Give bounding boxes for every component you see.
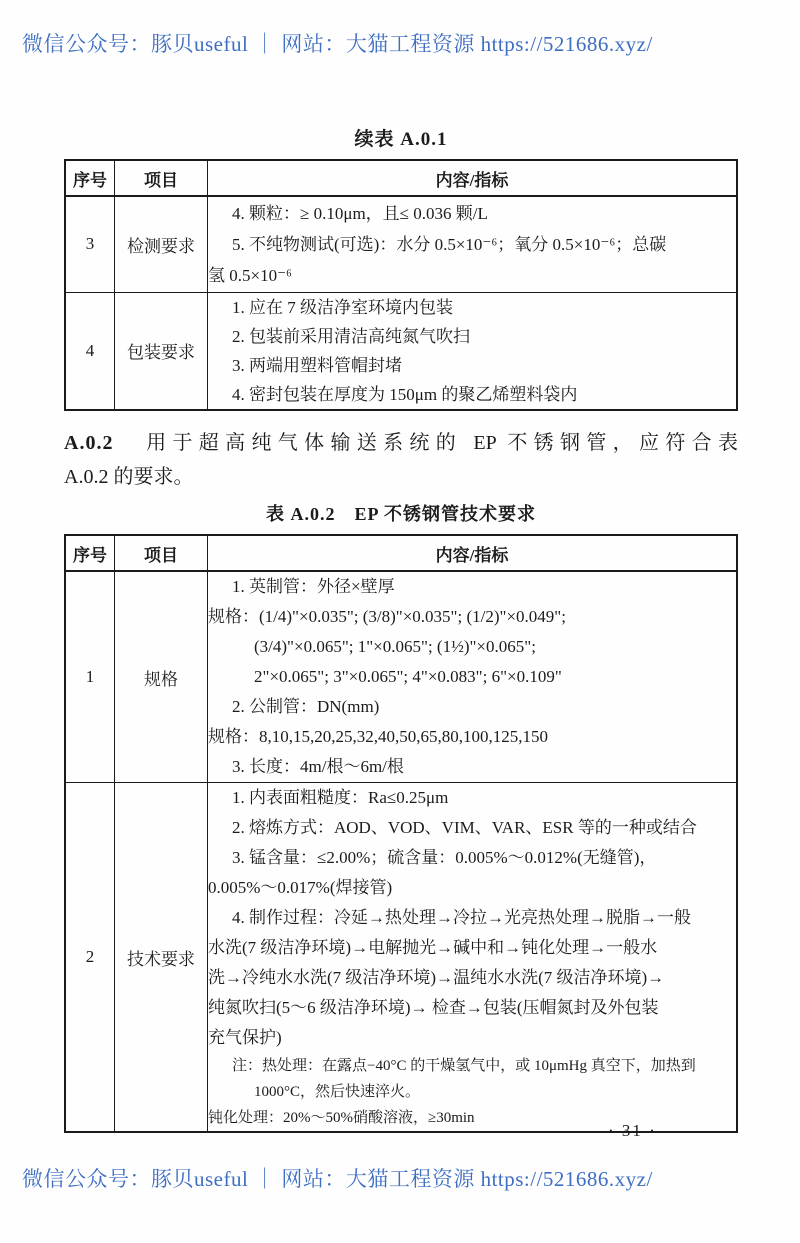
content-line: 1. 内表面粗糙度：Ra≤0.25μm [232,788,449,808]
page-number: · 31 · [608,1121,657,1140]
header-item: 项目 [115,535,208,571]
continued-table-title: 续表 A.0.1 [354,129,448,150]
content-line: 2. 公制管：DN(mm) [232,697,380,717]
table-a02-title: 表 A.0.2 EP 不锈钢管技术要求 [265,504,536,525]
table-row [65,783,737,1133]
item-cell: 包装要求 [115,292,208,410]
item-cell: 技术要求 [115,783,208,1133]
row-number-cell: 1 [65,571,115,783]
note-line: 1000°C，然后快速淬火。 [254,1084,421,1101]
content-line: 规格：(1/4)"×0.035"; (3/8)"×0.035"; (1/2)"×0.049"; [208,607,566,627]
table-header-row [65,535,737,571]
table-header-row [65,160,737,196]
page-content [64,124,738,1133]
content-line: 5. 不纯物测试(可选)：水分 0.5×10⁻⁶；氧分 0.5×10⁻⁶；总碳 [232,234,667,254]
content-line: (3/4)"×0.065"; 1"×0.065"; (1½)"×0.065"; [254,637,536,657]
content-line: 4. 密封包装在厚度为 150μm 的聚乙烯塑料袋内 [232,385,578,405]
table-a02 [64,534,738,1133]
watermark-top: 微信公众号：豚贝useful ｜ 网站：大猫工程资源 https://521686.xyz/ [22,32,653,56]
note-line: 钝化处理：20%～50%硝酸溶液，≥30min [208,1110,475,1127]
content-cell [208,196,738,292]
content-line: 2. 熔炼方式：AOD、VOD、VIM、VAR、ESR 等的一种或结合 [232,818,697,838]
row-number-cell: 3 [65,196,115,292]
header-content: 内容/指标 [208,535,738,571]
content-line: 4. 制作过程：冷延→热处理→冷拉→光亮热处理→脱脂→一般 [232,908,691,928]
content-cell [208,783,738,1133]
content-line: 1. 英制管：外径×壁厚 [232,577,395,597]
header-content: 内容/指标 [208,160,738,196]
content-line: 水洗(7 级洁净环境)→电解抛光→碱中和→钝化处理→一般水 [208,938,658,958]
header-item: 项目 [115,160,208,196]
content-line: 纯氮吹扫(5～6 级洁净环境)→ 检查→包装(压帽氮封及外包装 [208,998,659,1018]
content-cell [208,292,738,410]
header-no: 序号 [65,160,115,196]
content-line: 3. 两端用塑料管帽封堵 [232,355,402,375]
table-row [65,571,737,783]
item-cell: 规格 [115,571,208,783]
row-number-cell: 4 [65,292,115,410]
note-line: 注：热处理：在露点−40°C 的干燥氢气中，或 10μmHg 真空下，加热到 [232,1058,696,1075]
content-line: 充气保护) [208,1028,282,1048]
content-line: 4. 颗粒：≥ 0.10μm，且≤ 0.036 颗/L [232,203,488,223]
content-line: 氢 0.5×10⁻⁶ [208,265,292,285]
item-cell: 检测要求 [115,196,208,292]
header-no: 序号 [65,535,115,571]
clause-line: A.0.2 的要求。 [64,466,194,489]
table-a01-continued [64,159,738,411]
content-line: 0.005%～0.017%(焊接管) [208,878,393,898]
clause-a02 [64,426,738,494]
content-line: 洗→冷纯水水洗(7 级洁净环境)→温纯水水洗(7 级洁净环境)→ [208,968,665,988]
content-line: 规格：8,10,15,20,25,32,40,50,65,80,100,125,150 [208,727,548,747]
clause-label: A.0.2 [64,432,114,455]
content-line: 3. 锰含量：≤2.00%；硫含量：0.005%～0.012%(无缝管)， [232,848,657,868]
content-line: 2. 包装前采用清洁高纯氮气吹扫 [232,326,470,346]
row-number-cell: 2 [65,783,115,1133]
clause-line [64,426,738,460]
content-line: 3. 长度：4m/根～6m/根 [232,757,404,777]
content-line: 2"×0.065"; 3"×0.065"; 4"×0.083"; 6"×0.109" [254,667,562,687]
table-row [65,196,737,292]
clause-text: 用于超高纯气体输送系统的 EP 不锈钢管，应符合表 [146,432,738,455]
content-cell [208,571,738,783]
content-line: 1. 应在 7 级洁净室环境内包装 [232,297,453,317]
watermark-bottom: 微信公众号：豚贝useful ｜ 网站：大猫工程资源 https://521686.xyz/ [22,1167,653,1191]
table-row [65,292,737,410]
